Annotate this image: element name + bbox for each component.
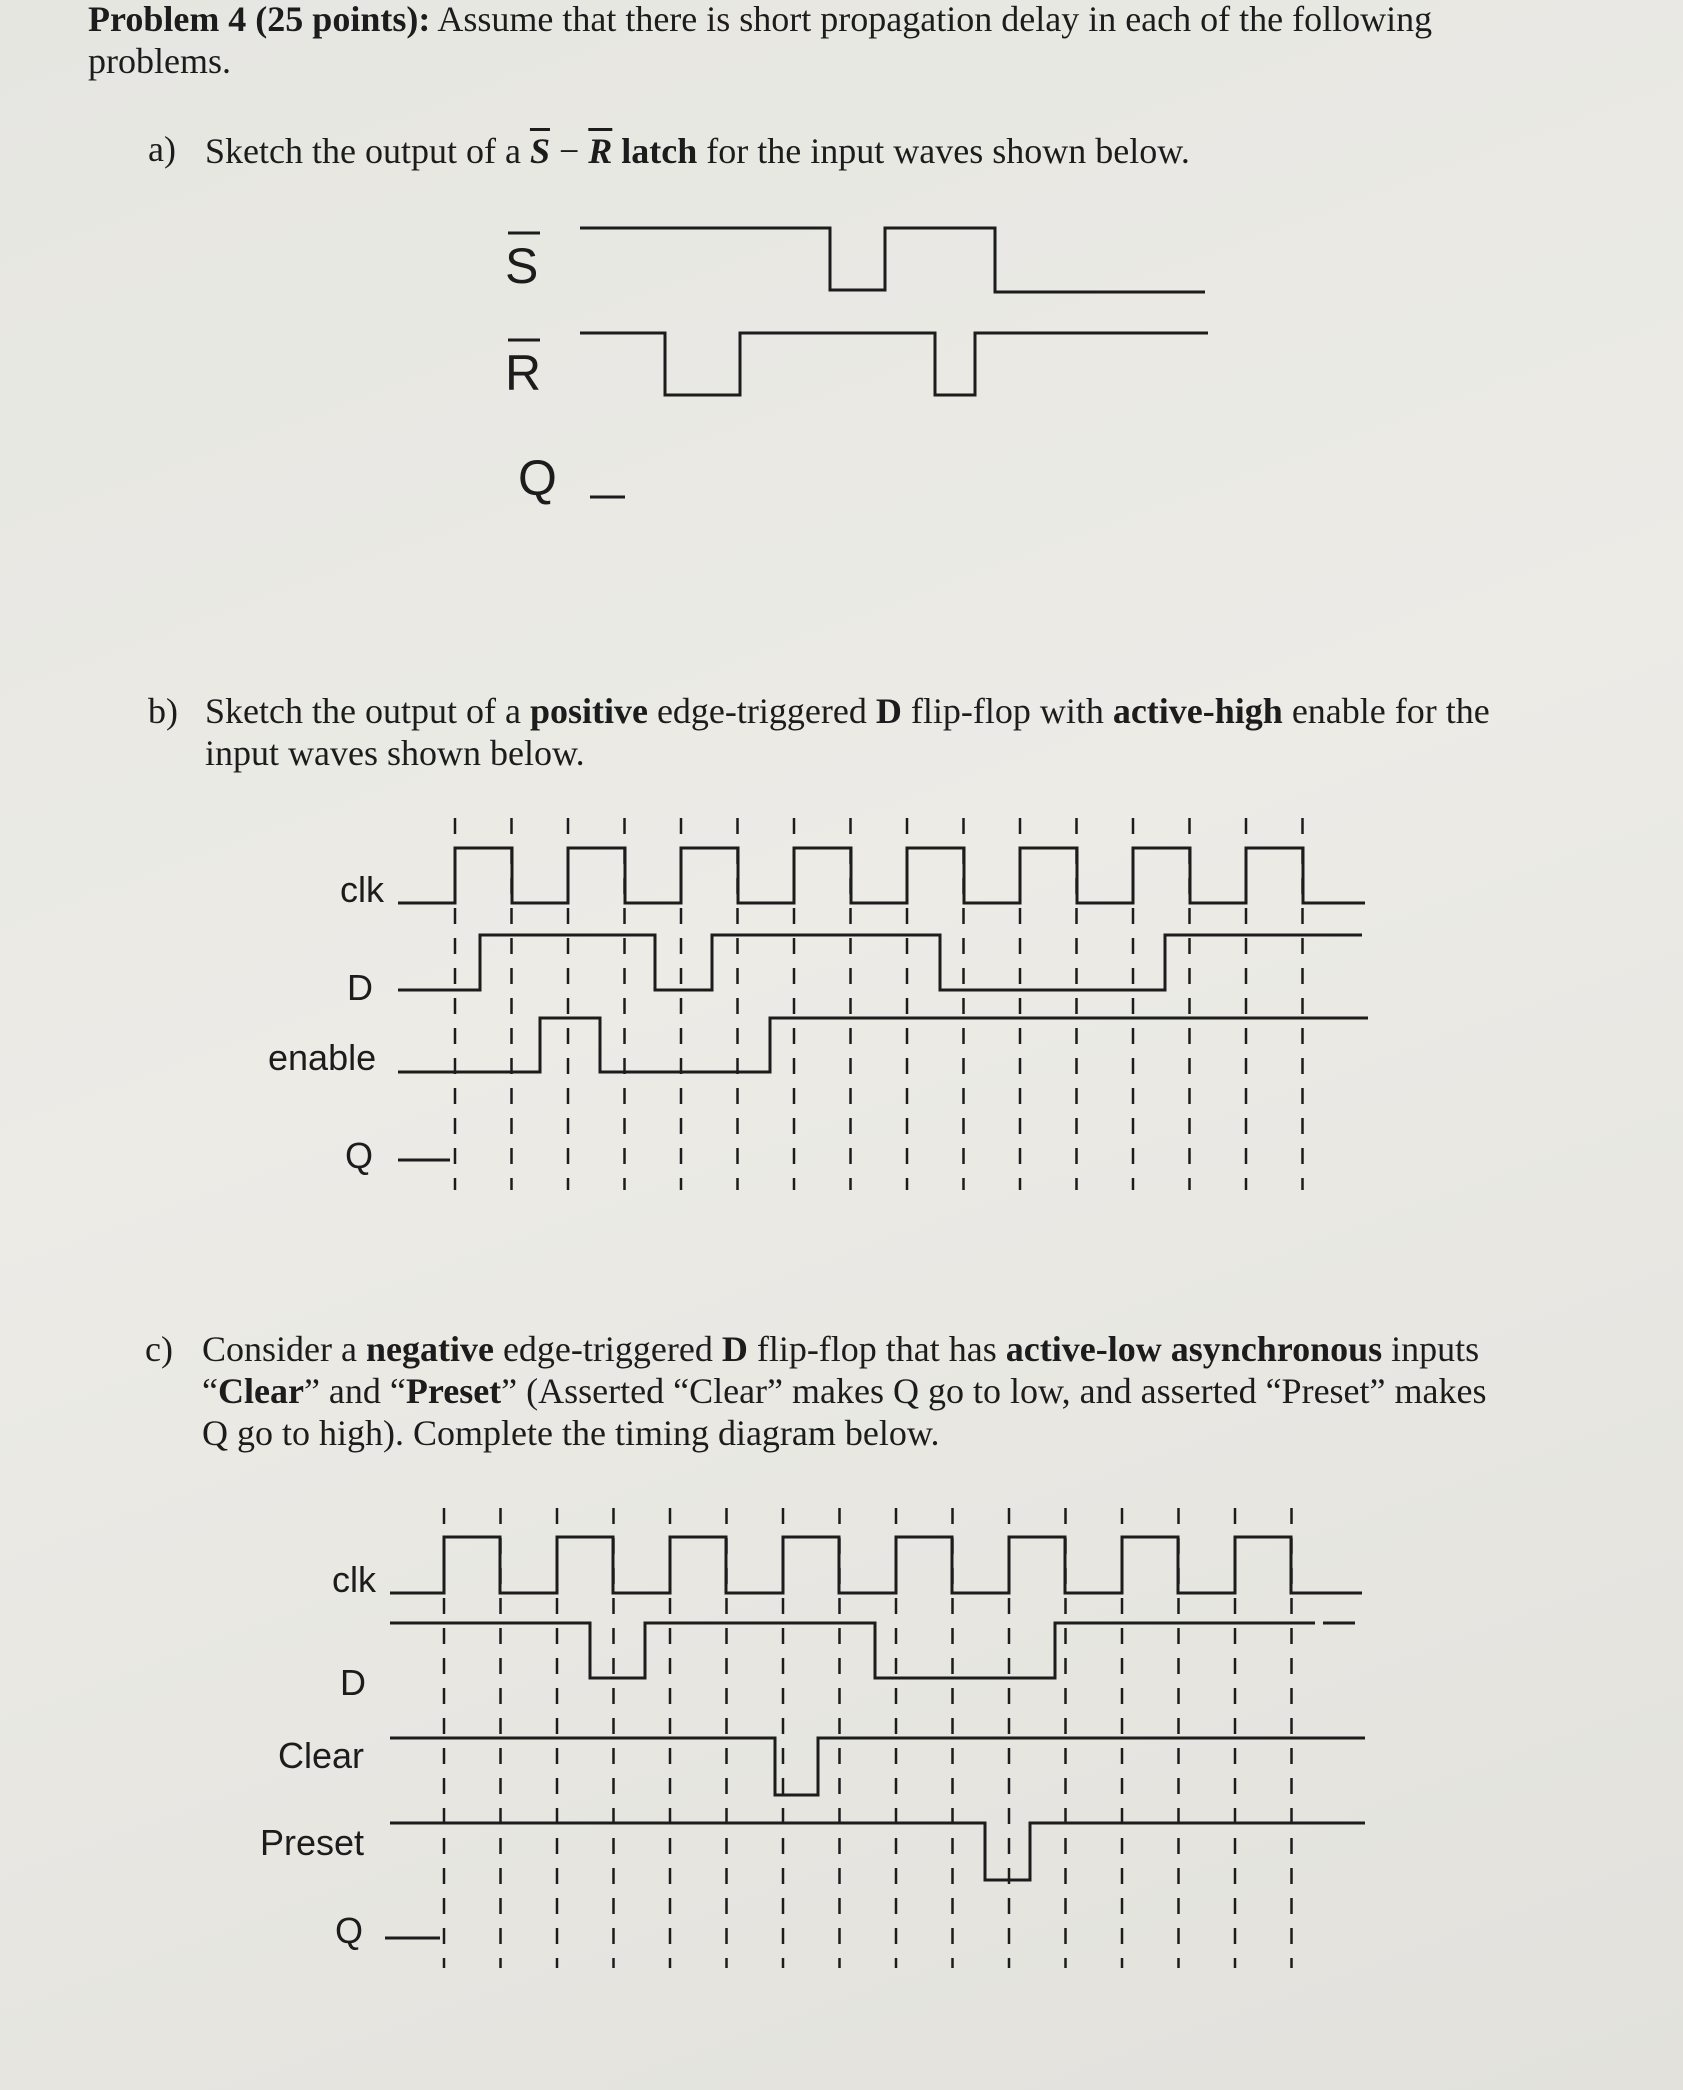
signal-label-preset: Preset (260, 1822, 365, 1863)
part-a-diagram (505, 228, 1208, 506)
signal-label-s-bar: S (505, 238, 539, 294)
part-c-label: c) (145, 1329, 173, 1369)
signal-label-d: D (347, 967, 373, 1008)
part-c-diagram (260, 1508, 1365, 1968)
signal-label-enable: enable (268, 1037, 377, 1078)
part-b-label: b) (148, 691, 178, 731)
signal-label-clk: clk (332, 1559, 376, 1600)
signal-label-clear: Clear (278, 1735, 365, 1776)
signal-label-q: Q (518, 450, 557, 506)
signal-label-q: Q (345, 1135, 374, 1176)
problem-title: Problem 4 (25 points): Assume that there is short propagation delay in each of the following problems. (88, 0, 1433, 81)
part-c-text: Consider a negative edge-triggered D flip-flop that has active-low asynchronous inputs “Clear” and “Preset” (Asserted “Clear” makes Q go to low, and asserted “Preset” makes Q go to high). Complete the timing diagram below. (202, 1329, 1487, 1453)
r-bar-waveform (580, 333, 1208, 395)
part-b-text: Sketch the output of a positive edge-triggered D flip-flop with active-high enable for the input waves shown below. (205, 691, 1490, 773)
clear-waveform (390, 1738, 1365, 1795)
d-waveform (398, 935, 1362, 990)
signal-label-clk: clk (340, 869, 384, 910)
part-b-diagram (268, 818, 1368, 1190)
clk-waveform (390, 1537, 1362, 1593)
enable-waveform (398, 1018, 1368, 1072)
signal-label-q: Q (335, 1910, 364, 1951)
part-a-label: a) (148, 129, 176, 169)
signal-label-r-bar: R (505, 345, 542, 401)
preset-waveform (390, 1823, 1365, 1880)
part-a-text: Sketch the output of a $\overline{S} - \overline{R}$ latch for the input waves shown below. (205, 131, 1190, 171)
clock-edge-guides (455, 818, 1303, 1190)
d-waveform (390, 1623, 1315, 1678)
clk-waveform (398, 848, 1365, 903)
s-bar-waveform (580, 228, 1205, 292)
signal-label-d: D (340, 1662, 366, 1703)
